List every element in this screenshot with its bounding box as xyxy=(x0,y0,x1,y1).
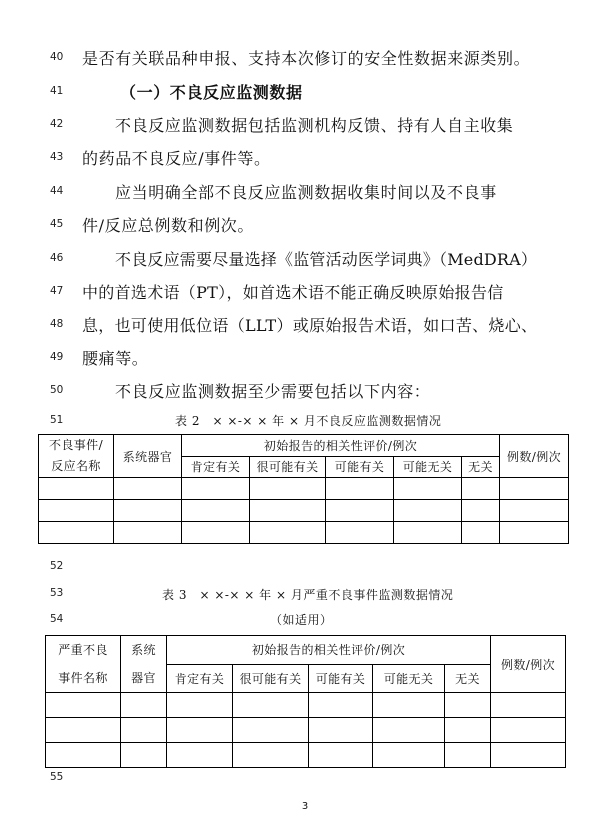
serious-event-table xyxy=(45,635,566,768)
line-number: 45 xyxy=(50,218,64,230)
line-number: 43 xyxy=(50,151,64,163)
body-line: 是否有关联品种申报、支持本次修订的安全性数据来源类别。 xyxy=(82,49,531,68)
header-possibly-unrelated: 可能无关 xyxy=(394,456,462,478)
header-text: 不良事件/ xyxy=(48,438,104,452)
line-number: 53 xyxy=(50,587,64,599)
table-caption: 表 2 × ×-× × 年 × 月不良反应监测数据情况 xyxy=(175,414,442,428)
table-row xyxy=(39,522,569,544)
line-number: 46 xyxy=(50,252,64,264)
line-number: 44 xyxy=(50,185,64,197)
header-certain: 肯定有关 xyxy=(167,664,233,693)
section-heading: （一）不良反应监测数据 xyxy=(120,83,303,102)
header-unrelated: 无关 xyxy=(462,456,500,478)
header-possible: 可能有关 xyxy=(309,664,373,693)
header-very-likely: 很可能有关 xyxy=(250,456,326,478)
header-certain: 肯定有关 xyxy=(182,456,250,478)
body-line: 应当明确全部不良反应监测数据收集时间以及不良事 xyxy=(115,183,497,202)
line-number: 49 xyxy=(50,351,64,363)
line-number: 50 xyxy=(50,384,64,396)
adverse-reaction-table xyxy=(38,434,569,544)
line-number: 40 xyxy=(50,51,64,63)
table-row xyxy=(46,693,566,718)
table-caption-note: （如适用） xyxy=(270,613,333,627)
table-row xyxy=(46,743,566,768)
header-total: 例数/例次 xyxy=(500,435,569,478)
body-line: 不良反应需要尽量选择《监管活动医学词典》（MedDRA） xyxy=(115,250,538,269)
table-row xyxy=(46,718,566,743)
body-line: 件/反应总例数和例次。 xyxy=(82,216,254,235)
header-organ-class xyxy=(121,636,167,693)
table-caption: 表 3 × ×-× × 年 × 月严重不良事件监测数据情况 xyxy=(162,588,454,602)
header-text: 器官 xyxy=(131,671,156,685)
line-number: 55 xyxy=(50,771,64,783)
line-number: 41 xyxy=(50,85,64,97)
header-very-likely: 很可能有关 xyxy=(233,664,309,693)
line-number: 51 xyxy=(50,414,64,426)
header-assessment: 初始报告的相关性评价/例次 xyxy=(167,636,491,665)
header-text: 反应名称 xyxy=(51,459,101,473)
body-line: 的药品不良反应/事件等。 xyxy=(82,149,271,168)
header-assessment: 初始报告的相关性评价/例次 xyxy=(182,435,500,457)
header-event-name xyxy=(39,435,114,478)
header-possible: 可能有关 xyxy=(326,456,394,478)
header-text: 严重不良 xyxy=(58,643,108,657)
line-number: 54 xyxy=(50,613,64,625)
line-number: 42 xyxy=(50,118,64,130)
header-possibly-unrelated: 可能无关 xyxy=(373,664,445,693)
header-total: 例数/例次 xyxy=(491,636,566,693)
page-number: 3 xyxy=(301,801,309,812)
header-organ-class: 系统器官 xyxy=(114,435,182,478)
body-line: 腰痛等。 xyxy=(82,349,149,368)
body-line: 中的首选术语（PT），如首选术语不能正确反映原始报告信 xyxy=(82,283,504,302)
table-row xyxy=(39,478,569,500)
table-row xyxy=(39,500,569,522)
body-line: 息，也可使用低位语（LLT）或原始报告术语，如口苦、烧心、 xyxy=(82,316,538,335)
line-number: 47 xyxy=(50,285,64,297)
line-number: 48 xyxy=(50,318,64,330)
header-text: 系统 xyxy=(131,643,156,657)
header-unrelated: 无关 xyxy=(445,664,491,693)
body-line: 不良反应监测数据包括监测机构反馈、持有人自主收集 xyxy=(115,116,514,135)
header-event-name xyxy=(46,636,121,693)
line-number: 52 xyxy=(50,560,64,572)
body-line: 不良反应监测数据至少需要包括以下内容： xyxy=(115,382,431,401)
header-text: 事件名称 xyxy=(58,671,108,685)
